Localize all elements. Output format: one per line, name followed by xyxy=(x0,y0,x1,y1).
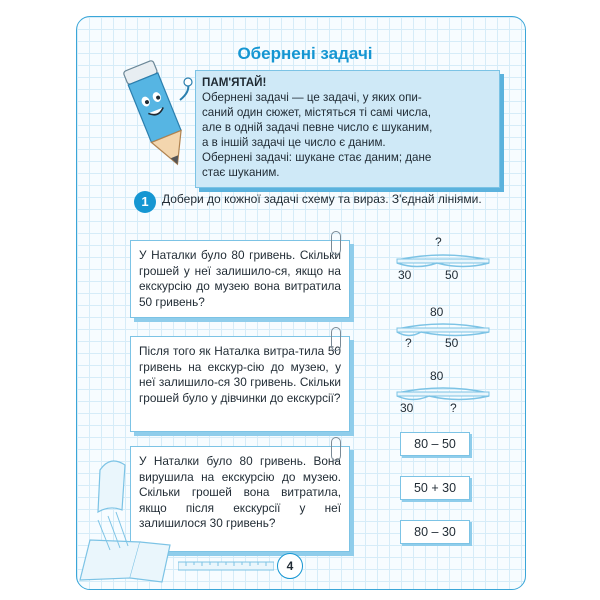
scheme-left-label: ? xyxy=(405,336,412,350)
remember-line: Обернені задачі — це задачі, у яких опи- xyxy=(202,91,422,104)
scheme-right-label: ? xyxy=(450,401,457,415)
remember-heading: ПАМ'ЯТАЙ! xyxy=(202,76,267,89)
remember-line: саний один сюжет, містяться ті самі числа, xyxy=(202,106,431,119)
remember-box xyxy=(195,70,500,188)
scheme-2-brace xyxy=(395,317,491,337)
scheme-left-label: 30 xyxy=(400,401,414,415)
paperclip-icon xyxy=(331,437,341,461)
scheme-left-label: 30 xyxy=(398,268,412,282)
remember-line: а в іншій задачі це число є даним. xyxy=(202,136,386,149)
problem-card-2 xyxy=(130,336,350,432)
scheme-top-label: 80 xyxy=(430,305,444,319)
scheme-right-label: 50 xyxy=(445,268,459,282)
paperclip-icon xyxy=(331,327,341,351)
expression-box-2[interactable]: 50 + 30 xyxy=(400,476,470,500)
expression-box-3[interactable]: 80 – 30 xyxy=(400,520,470,544)
problem-text: У Наталки було 80 гривень. Скільки грошей у неї залишило-ся, якщо на екскурсію до музею вона витратила 50 гривень? xyxy=(139,248,341,309)
remember-line: але в одній задачі певне число є шуканим, xyxy=(202,121,433,134)
task-number-badge: 1 xyxy=(134,191,156,213)
problem-text: Після того як Наталка витра-тила 50 гривень на екскур-сію до музею, у неї залишило-ся 30 гривень. Скільки грошей було у дівчинки до екскурсії? xyxy=(139,344,341,405)
scheme-1-brace-top xyxy=(395,248,491,268)
scheme-right-label: 50 xyxy=(445,336,459,350)
expression-box-1[interactable]: 80 – 50 xyxy=(400,432,470,456)
remember-line: Обернені задачі: шукане стає даним; дане xyxy=(202,151,432,164)
pencil-mascot-illustration xyxy=(118,56,200,176)
scheme-3-brace xyxy=(395,381,491,401)
scheme-top-label: ? xyxy=(435,235,442,249)
problem-card-1 xyxy=(130,240,350,318)
page-number: 4 xyxy=(277,553,303,579)
page-title: Обернені задачі xyxy=(237,44,373,63)
scheme-top-label: 80 xyxy=(430,369,444,383)
ruler-illustration xyxy=(178,560,274,572)
remember-line: стає шуканим. xyxy=(202,166,280,179)
task-instruction: Добери до кожної задачі схему та вираз. З'єднай лініями. xyxy=(162,192,482,206)
paperclip-icon xyxy=(331,231,341,255)
book-and-scroll-illustration xyxy=(70,450,180,590)
problem-text: У Наталки було 80 гривень. Вона вирушила на екскурсію до музею. Скільки грошей вона витратила, якщо після екскурсії у неї залишилося 30 гривень? xyxy=(139,454,341,530)
